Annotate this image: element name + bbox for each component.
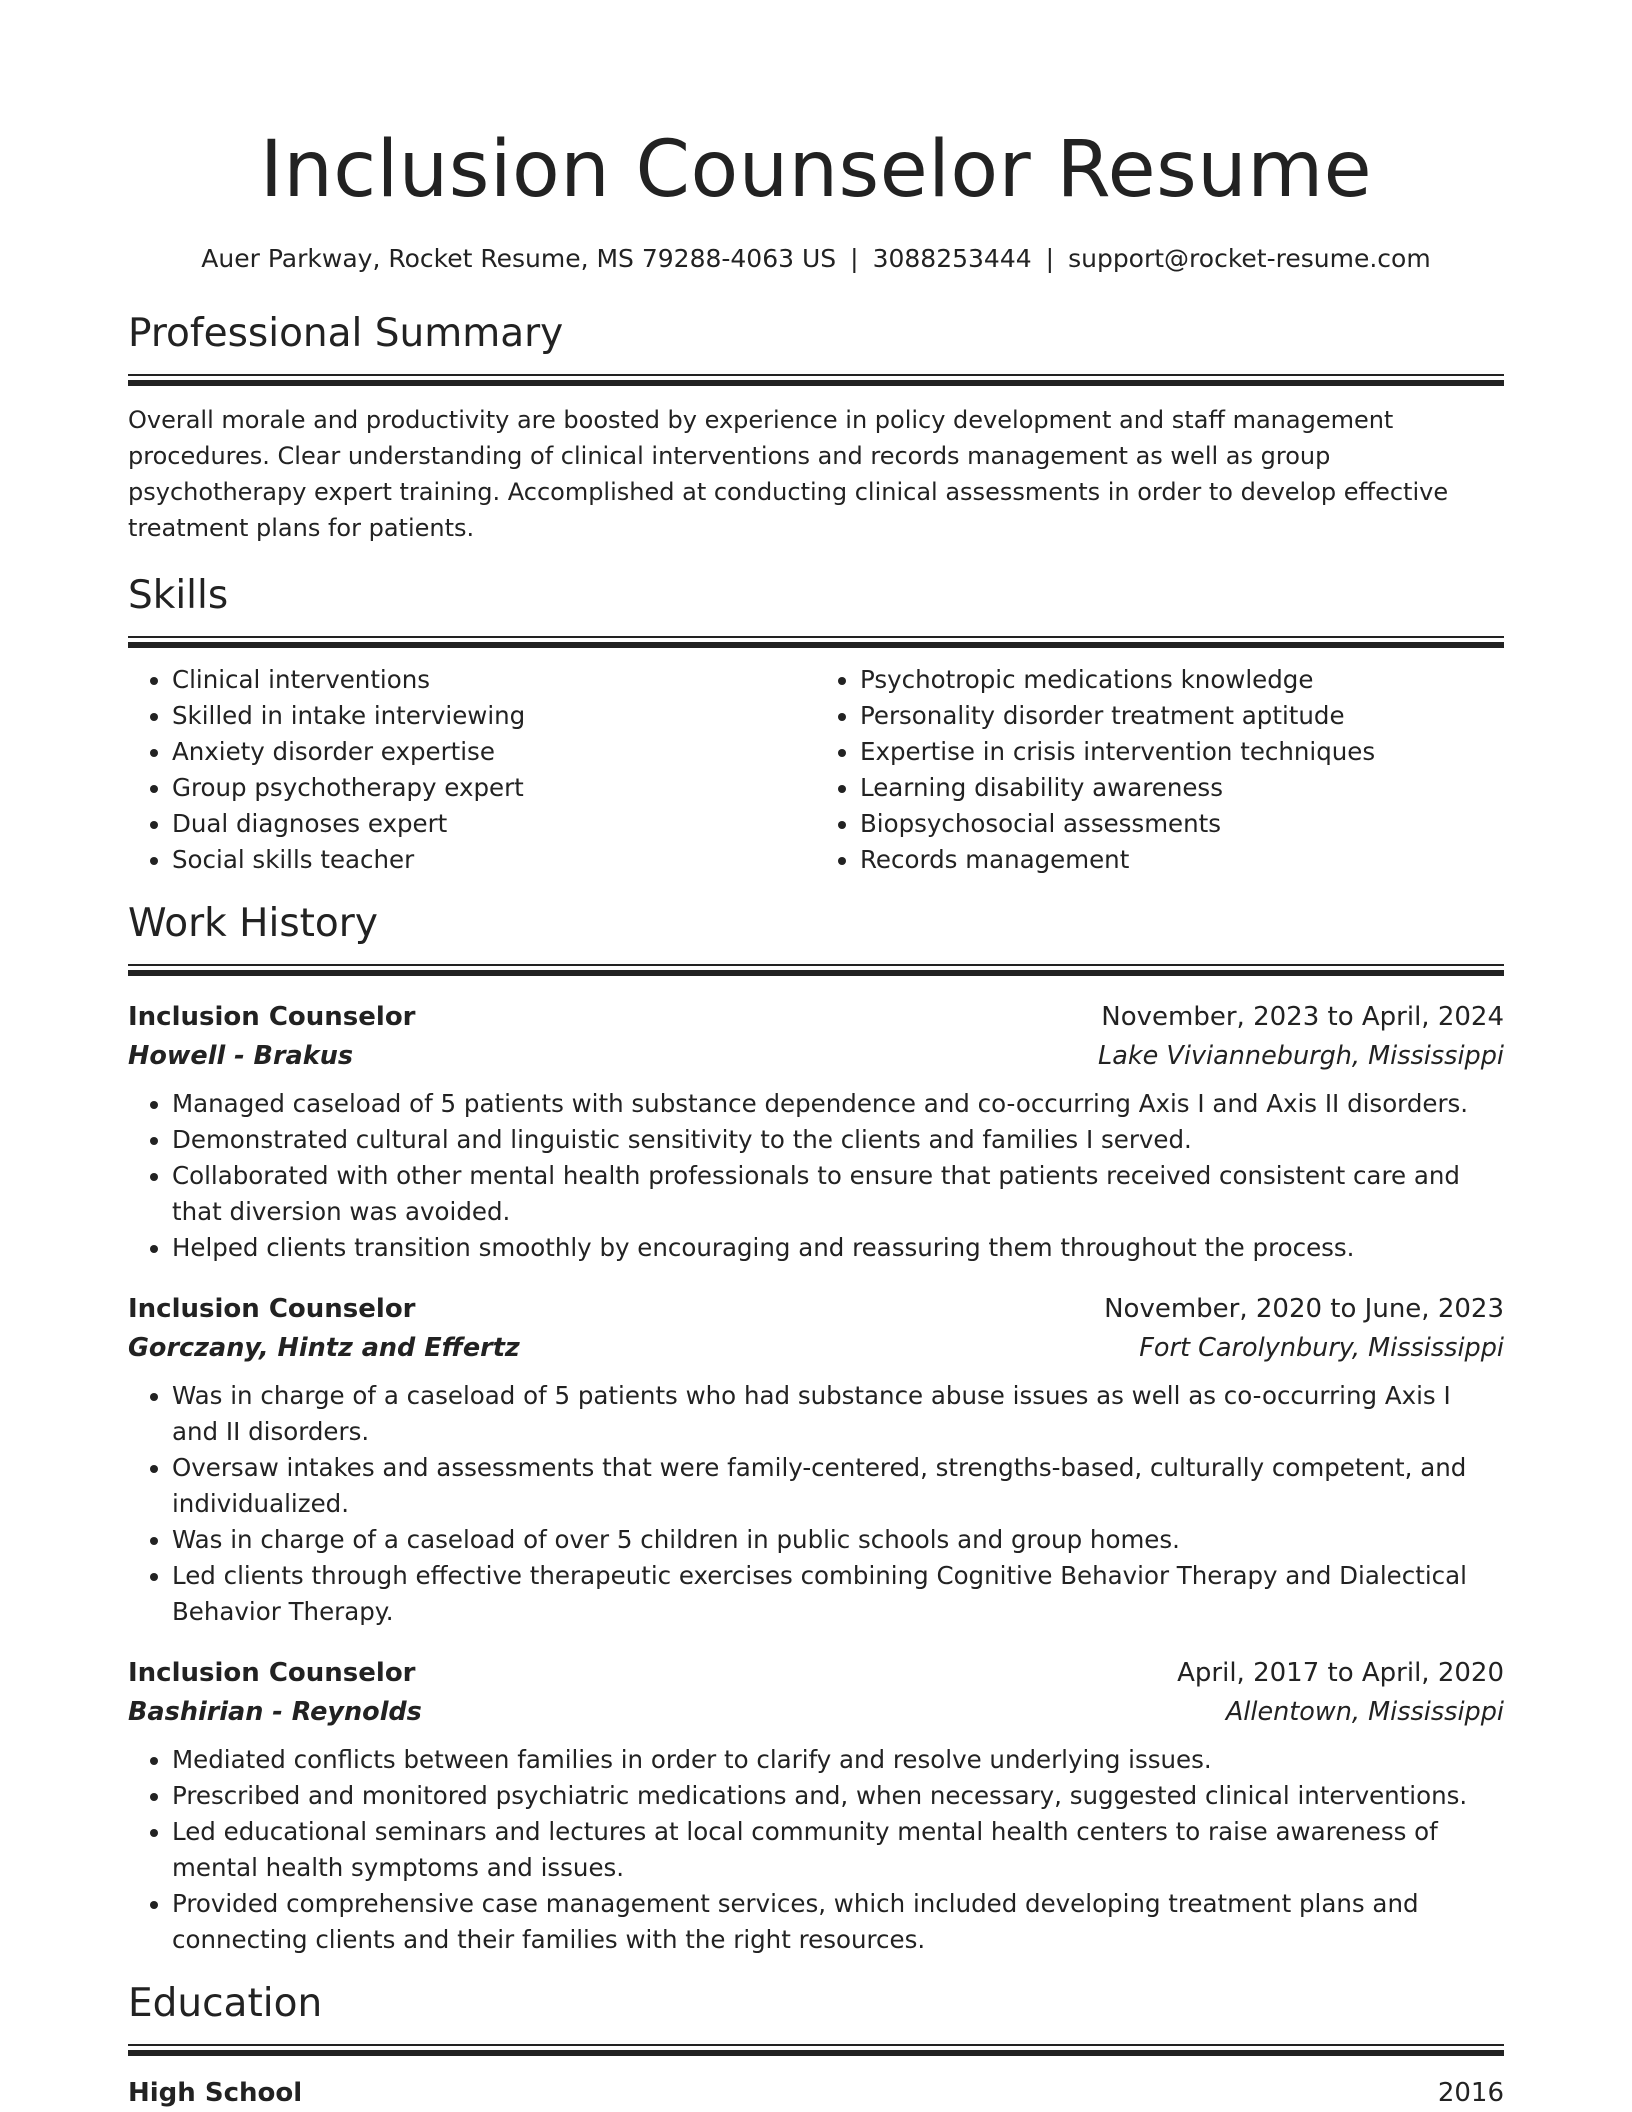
job-location: Lake Vivianneburgh, Mississippi (1098, 1041, 1504, 1071)
job-role: Inclusion Counselor (128, 1658, 416, 1688)
job-bullet: • Oversaw intakes and assessments that were family-centered, strengths-based, culturally competent, and individualized. (172, 1450, 1504, 1522)
summary-section (128, 310, 1504, 546)
job-bullets (128, 1742, 1504, 1958)
job-bullet: • Collaborated with other mental health professionals to ensure that patients received consistent care and that diversion was avoided. (172, 1158, 1504, 1230)
job-dates: November, 2020 to June, 2023 (1104, 1294, 1504, 1324)
job-location: Allentown, Mississippi (1225, 1697, 1504, 1727)
job-bullet: • Demonstrated cultural and linguistic sensitivity to the clients and families I served. (172, 1122, 1504, 1158)
job-bullet: • Led clients through effective therapeutic exercises combining Cognitive Behavior Therapy and Dialectical Behavior Therapy. (172, 1558, 1504, 1630)
job-entry (128, 1654, 1504, 1958)
skill-item: • Skilled in intake interviewing (172, 698, 816, 734)
job-header (128, 1654, 1504, 1692)
job-dates: November, 2023 to April, 2024 (1101, 1002, 1504, 1032)
section-divider (128, 374, 1504, 388)
job-bullet: • Was in charge of a caseload of 5 patients who had substance abuse issues as well as co-occurring Axis I and II disorders. (172, 1378, 1504, 1450)
education-year: 2016 (1437, 2078, 1504, 2108)
section-divider (128, 964, 1504, 978)
job-role: Inclusion Counselor (128, 1294, 416, 1324)
job-bullet: • Was in charge of a caseload of over 5 children in public schools and group homes. (172, 1522, 1504, 1558)
job-company: Bashirian - Reynolds (128, 1697, 422, 1727)
job-bullet: • Prescribed and monitored psychiatric medications and, when necessary, suggested clinical interventions. (172, 1778, 1504, 1814)
skills-list-left (128, 662, 816, 878)
contact-email: support@rocket-resume.com (1068, 244, 1431, 273)
skills-heading: Skills (128, 573, 229, 618)
skill-item: • Personality disorder treatment aptitude (860, 698, 1504, 734)
job-company: Gorczany, Hintz and Effertz (128, 1333, 520, 1363)
resume-title: Inclusion Counselor Resume (259, 125, 1373, 215)
skill-item: • Psychotropic medications knowledge (860, 662, 1504, 698)
job-bullets (128, 1086, 1504, 1266)
skills-list-right (816, 662, 1504, 878)
contact-separator: | (850, 244, 859, 273)
skill-item: • Records management (860, 842, 1504, 878)
contact-phone: 3088253444 (872, 244, 1032, 273)
job-entry (128, 998, 1504, 1266)
skill-item: • Biopsychosocial assessments (860, 806, 1504, 842)
contact-address: Auer Parkway, Rocket Resume, MS 79288-4063 US (201, 244, 837, 273)
skills-section (128, 572, 1504, 878)
education-degree: High School (128, 2078, 303, 2108)
job-subheader (128, 1036, 1504, 1076)
summary-text: Overall morale and productivity are boosted by experience in policy development and staff management procedures. Clear understanding of clinical interventions and records management as well as group psychotherapy expert training. Accomplished at conducting clinical assessments in order to develop effective treatment plans for patients. (128, 406, 1449, 542)
education-entry (128, 2074, 1504, 2112)
skill-item: • Learning disability awareness (860, 770, 1504, 806)
section-divider (128, 2044, 1504, 2058)
job-entry (128, 1290, 1504, 1630)
section-divider (128, 636, 1504, 650)
job-location: Fort Carolynbury, Mississippi (1139, 1333, 1504, 1363)
job-dates: April, 2017 to April, 2020 (1177, 1658, 1504, 1688)
job-company: Howell - Brakus (128, 1041, 354, 1071)
skill-item: • Anxiety disorder expertise (172, 734, 816, 770)
skill-item: • Social skills teacher (172, 842, 816, 878)
job-bullet: • Mediated conflicts between families in order to clarify and resolve underlying issues. (172, 1742, 1504, 1778)
skills-columns (128, 662, 1504, 878)
job-subheader (128, 1328, 1504, 1368)
job-role: Inclusion Counselor (128, 1002, 416, 1032)
education-section (128, 1980, 1504, 2112)
job-bullet: • Led educational seminars and lectures at local community mental health centers to raise awareness of mental health symptoms and issues. (172, 1814, 1504, 1886)
job-header (128, 998, 1504, 1036)
job-bullets (128, 1378, 1504, 1630)
skill-item: • Clinical interventions (172, 662, 816, 698)
skill-item: • Group psychotherapy expert (172, 770, 816, 806)
job-header (128, 1290, 1504, 1328)
skill-item: • Dual diagnoses expert (172, 806, 816, 842)
summary-heading: Professional Summary (128, 311, 564, 356)
education-heading: Education (128, 1981, 323, 2026)
job-bullet: • Managed caseload of 5 patients with substance dependence and co-occurring Axis I and Axis II disorders. (172, 1086, 1504, 1122)
work-heading: Work History (128, 901, 378, 946)
work-section (128, 900, 1504, 1958)
job-subheader (128, 1692, 1504, 1732)
skill-item: • Expertise in crisis intervention techniques (860, 734, 1504, 770)
contact-separator: | (1045, 244, 1055, 273)
contact-line (128, 242, 1504, 276)
job-bullet: • Provided comprehensive case management services, which included developing treatment plans and connecting clients and their families with the right resources. (172, 1886, 1504, 1958)
job-bullet: • Helped clients transition smoothly by encouraging and reassuring them throughout the process. (172, 1230, 1504, 1266)
